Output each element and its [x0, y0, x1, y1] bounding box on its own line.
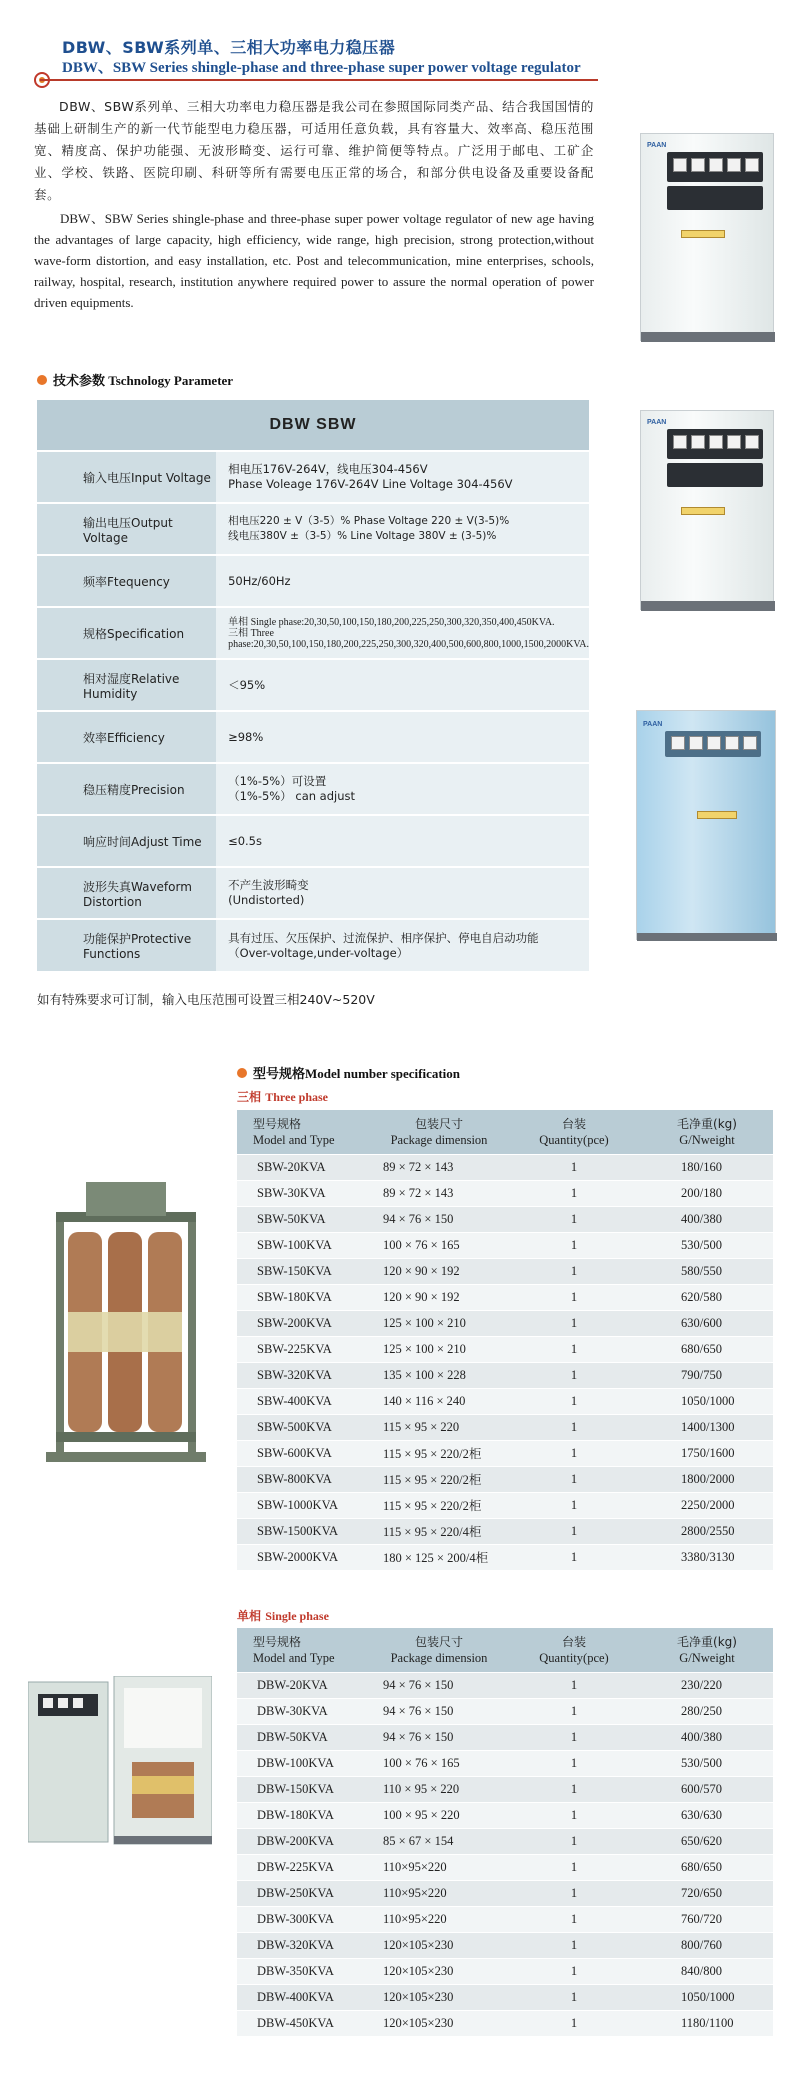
meter-icon — [709, 158, 723, 172]
quantity-cell: 1 — [507, 1932, 641, 1958]
column-header-quantity-zh: 台装 — [561, 1634, 586, 1649]
table-row — [237, 1362, 773, 1388]
meter-icon — [745, 435, 759, 449]
weight-cell: 3380/3130 — [641, 1544, 773, 1570]
model-cell: DBW-20KVA — [237, 1672, 371, 1698]
meter-icon — [743, 736, 757, 750]
three-phase-label-zh: 三相 — [237, 1090, 262, 1104]
model-cell: SBW-600KVA — [237, 1440, 371, 1466]
package-cell: 120×105×230 — [371, 1932, 507, 1958]
section-heading-tech-text: 技术参数 Tschnology Parameter — [53, 373, 234, 388]
model-cell: SBW-50KVA — [237, 1206, 371, 1232]
table-row — [237, 1958, 773, 1984]
section-heading-model-text: 型号规格Model number specification — [253, 1066, 461, 1081]
param-value-line: Phase Voleage 176V-264V Line Voltage 304-456V — [228, 477, 513, 491]
package-cell: 115 × 95 × 220/2柜 — [371, 1440, 507, 1466]
quantity-cell: 1 — [507, 1362, 641, 1388]
param-value-line: 线电压380V ±（3-5）% Line Voltage 380V ± (3-5)% — [228, 530, 497, 542]
param-value — [216, 503, 589, 555]
page-title-en: DBW、SBW Series shingle-phase and three-phase super power voltage regulator — [62, 60, 581, 76]
param-value-line: ≥98% — [228, 729, 264, 744]
weight-cell: 2800/2550 — [641, 1518, 773, 1544]
weight-cell: 680/650 — [641, 1336, 773, 1362]
param-label: 相对湿度Relative Humidity — [37, 659, 216, 711]
quantity-cell: 1 — [507, 1958, 641, 1984]
column-header-package-zh: 包装尺寸 — [414, 1634, 463, 1649]
package-cell: 120×105×230 — [371, 2010, 507, 2036]
table-row — [237, 1750, 773, 1776]
model-cell: SBW-320KVA — [237, 1362, 371, 1388]
table-row — [237, 1828, 773, 1854]
three-phase-table — [237, 1110, 773, 1570]
param-label: 波形失真Waveform Distortion — [37, 867, 216, 919]
table-row — [237, 1776, 773, 1802]
model-cell: SBW-800KVA — [237, 1466, 371, 1492]
switch-panel — [667, 463, 763, 487]
column-header-package-en: Package dimension — [390, 1132, 488, 1147]
table-row — [237, 1180, 773, 1206]
page-title-block — [62, 38, 602, 78]
tech-table-title: DBW SBW — [37, 399, 589, 451]
table-row — [37, 607, 589, 659]
column-header-weight-en: G/Nweight — [679, 1650, 735, 1665]
package-cell: 125 × 100 × 210 — [371, 1336, 507, 1362]
quantity-cell: 1 — [507, 1672, 641, 1698]
table-row — [237, 1880, 773, 1906]
param-value-line: 不产生波形畸变 — [228, 878, 309, 892]
param-value — [216, 451, 589, 503]
param-value — [216, 867, 589, 919]
package-cell: 89 × 72 × 143 — [371, 1154, 507, 1180]
weight-cell: 840/800 — [641, 1958, 773, 1984]
package-cell: 115 × 95 × 220/2柜 — [371, 1492, 507, 1518]
param-value-line: ＜95% — [228, 677, 266, 692]
model-cell: SBW-1000KVA — [237, 1492, 371, 1518]
package-cell: 120 × 90 × 192 — [371, 1284, 507, 1310]
param-value — [216, 607, 589, 659]
column-header-quantity — [507, 1628, 641, 1672]
package-cell: 115 × 95 × 220 — [371, 1414, 507, 1440]
open-cabinet-icon — [28, 1676, 212, 1848]
weight-cell: 1050/1000 — [641, 1984, 773, 2010]
three-phase-label-en: Three phase — [265, 1090, 328, 1104]
package-cell: 100 × 76 × 165 — [371, 1232, 507, 1258]
three-phase-table-body — [237, 1154, 773, 1570]
model-cell: DBW-350KVA — [237, 1958, 371, 1984]
weight-cell: 400/380 — [641, 1206, 773, 1232]
meter-icon — [691, 158, 705, 172]
quantity-cell: 1 — [507, 1440, 641, 1466]
quantity-cell: 1 — [507, 1880, 641, 1906]
param-value-line: 相电压176V-264V，线电压304-456V — [228, 462, 428, 476]
orange-bullet-icon — [37, 375, 47, 385]
param-value — [216, 919, 589, 971]
column-header-package-en: Package dimension — [390, 1650, 488, 1665]
product-image-cabinet-2 — [640, 410, 774, 610]
package-cell: 115 × 95 × 220/4柜 — [371, 1518, 507, 1544]
param-value — [216, 555, 589, 607]
model-cell: DBW-100KVA — [237, 1750, 371, 1776]
single-phase-label — [237, 1607, 329, 1624]
table-row — [237, 1854, 773, 1880]
table-row — [237, 1284, 773, 1310]
column-header-weight-zh: 毛净重(kg) — [677, 1116, 737, 1131]
table-row — [237, 1906, 773, 1932]
product-image-transformer — [46, 1182, 206, 1482]
quantity-cell: 1 — [507, 1258, 641, 1284]
meter-icon — [671, 736, 685, 750]
weight-cell: 400/380 — [641, 1724, 773, 1750]
param-label: 输入电压Input Voltage — [37, 451, 216, 503]
package-cell: 110×95×220 — [371, 1906, 507, 1932]
model-cell: SBW-225KVA — [237, 1336, 371, 1362]
table-row — [237, 1466, 773, 1492]
table-row — [237, 1932, 773, 1958]
table-row — [237, 1518, 773, 1544]
param-value-line: 50Hz/60Hz — [228, 573, 291, 588]
meter-icon — [727, 435, 741, 449]
quantity-cell: 1 — [507, 1544, 641, 1570]
table-row — [37, 659, 589, 711]
package-cell: 115 × 95 × 220/2柜 — [371, 1466, 507, 1492]
quantity-cell: 1 — [507, 1310, 641, 1336]
param-value-line: ≤0.5s — [228, 833, 262, 848]
weight-cell: 790/750 — [641, 1362, 773, 1388]
column-header-quantity-en: Quantity(pce) — [539, 1650, 609, 1665]
weight-cell: 630/600 — [641, 1310, 773, 1336]
model-cell: DBW-200KVA — [237, 1828, 371, 1854]
quantity-cell: 1 — [507, 1698, 641, 1724]
table-row — [237, 1414, 773, 1440]
param-value — [216, 711, 589, 763]
weight-cell: 720/650 — [641, 1880, 773, 1906]
model-cell: DBW-450KVA — [237, 2010, 371, 2036]
table-row — [237, 1672, 773, 1698]
meter-icon — [673, 158, 687, 172]
column-header-model-en: Model and Type — [253, 1132, 335, 1147]
table-row — [237, 1698, 773, 1724]
quantity-cell: 1 — [507, 1776, 641, 1802]
model-cell: SBW-150KVA — [237, 1258, 371, 1284]
table-row — [37, 711, 589, 763]
package-cell: 140 × 116 × 240 — [371, 1388, 507, 1414]
param-value — [216, 659, 589, 711]
brand-logo: PAAN — [643, 721, 663, 728]
column-header-quantity — [507, 1110, 641, 1154]
meter-icon — [725, 736, 739, 750]
table-row — [237, 1388, 773, 1414]
quantity-cell: 1 — [507, 1828, 641, 1854]
table-row — [237, 1154, 773, 1180]
param-value-line: 具有过压、欠压保护、过流保护、相序保护、停电自启动功能 — [228, 930, 539, 945]
quantity-cell: 1 — [507, 1854, 641, 1880]
meter-icon — [745, 158, 759, 172]
table-row — [37, 451, 589, 503]
weight-cell: 580/550 — [641, 1258, 773, 1284]
package-cell: 110 × 95 × 220 — [371, 1776, 507, 1802]
param-value-line: 单相 Single phase:20,30,50,100,150,180,200,225,250,300,320,350,400,450KVA. — [228, 616, 555, 628]
quantity-cell: 1 — [507, 1180, 641, 1206]
model-cell: SBW-1500KVA — [237, 1518, 371, 1544]
package-cell: 100 × 95 × 220 — [371, 1802, 507, 1828]
product-image-open-cabinet — [28, 1676, 212, 1848]
weight-cell: 180/160 — [641, 1154, 773, 1180]
param-label: 频率Ftequency — [37, 555, 216, 607]
model-plate — [681, 507, 725, 515]
table-row — [37, 503, 589, 555]
weight-cell: 280/250 — [641, 1698, 773, 1724]
param-label: 稳压精度Precision — [37, 763, 216, 815]
package-cell: 89 × 72 × 143 — [371, 1180, 507, 1206]
product-image-cabinet-1 — [640, 133, 774, 341]
package-cell: 110×95×220 — [371, 1854, 507, 1880]
orange-bullet-icon — [237, 1068, 247, 1078]
weight-cell: 1750/1600 — [641, 1440, 773, 1466]
cabinet-base — [641, 332, 775, 342]
model-cell: DBW-320KVA — [237, 1932, 371, 1958]
table-row — [37, 555, 589, 607]
meter-icon — [707, 736, 721, 750]
model-plate — [697, 811, 737, 819]
weight-cell: 2250/2000 — [641, 1492, 773, 1518]
package-cell: 85 × 67 × 154 — [371, 1828, 507, 1854]
table-row — [237, 1984, 773, 2010]
model-cell: DBW-180KVA — [237, 1802, 371, 1828]
three-phase-label — [237, 1088, 328, 1105]
table-row — [37, 815, 589, 867]
model-cell: SBW-400KVA — [237, 1388, 371, 1414]
column-header-model — [237, 1110, 371, 1154]
model-cell: SBW-20KVA — [237, 1154, 371, 1180]
column-header-package-zh: 包装尺寸 — [414, 1116, 463, 1131]
package-cell: 120 × 90 × 192 — [371, 1258, 507, 1284]
intro-text — [34, 96, 594, 313]
column-header-weight — [641, 1110, 773, 1154]
param-label: 规格Specification — [37, 607, 216, 659]
quantity-cell: 1 — [507, 1518, 641, 1544]
param-value-line: 相电压220 ± V（3-5）% Phase Voltage 220 ± V(3-5)% — [228, 515, 510, 527]
package-cell: 135 × 100 × 228 — [371, 1362, 507, 1388]
quantity-cell: 1 — [507, 1336, 641, 1362]
model-cell: DBW-30KVA — [237, 1698, 371, 1724]
weight-cell: 1180/1100 — [641, 2010, 773, 2036]
quantity-cell: 1 — [507, 1466, 641, 1492]
brand-logo: PAAN — [647, 142, 667, 149]
package-cell: 94 × 76 × 150 — [371, 1698, 507, 1724]
weight-cell: 650/620 — [641, 1828, 773, 1854]
weight-cell: 600/570 — [641, 1776, 773, 1802]
package-cell: 110×95×220 — [371, 1880, 507, 1906]
table-row — [237, 1544, 773, 1570]
quantity-cell: 1 — [507, 1724, 641, 1750]
param-label: 输出电压Output Voltage — [37, 503, 216, 555]
model-cell: SBW-30KVA — [237, 1180, 371, 1206]
column-header-package — [371, 1110, 507, 1154]
single-phase-label-zh: 单相 — [237, 1609, 262, 1623]
table-row — [237, 1206, 773, 1232]
tech-parameter-table — [37, 398, 589, 971]
cabinet-base — [641, 601, 775, 611]
param-value-line: 三相 Three phase:20,30,50,100,150,180,200,225,250,300,320,400,500,600,800,1000,1500,2000KVA. — [228, 627, 590, 650]
column-header-model — [237, 1628, 371, 1672]
table-row — [237, 2010, 773, 2036]
weight-cell: 680/650 — [641, 1854, 773, 1880]
quantity-cell: 1 — [507, 2010, 641, 2036]
param-value-line: （1%-5%）可设置 — [228, 774, 327, 788]
weight-cell: 230/220 — [641, 1672, 773, 1698]
weight-cell: 530/500 — [641, 1232, 773, 1258]
package-cell: 120×105×230 — [371, 1984, 507, 2010]
model-cell: DBW-50KVA — [237, 1724, 371, 1750]
quantity-cell: 1 — [507, 1154, 641, 1180]
param-value-line: （1%-5%） can adjust — [228, 789, 356, 803]
model-cell: SBW-200KVA — [237, 1310, 371, 1336]
meter-icon — [727, 158, 741, 172]
param-label: 功能保护Protective Functions — [37, 919, 216, 971]
package-cell: 180 × 125 × 200/4柜 — [371, 1544, 507, 1570]
column-header-weight — [641, 1628, 773, 1672]
model-cell: DBW-300KVA — [237, 1906, 371, 1932]
param-value-line: (Undistorted) — [228, 893, 305, 907]
package-cell: 94 × 76 × 150 — [371, 1672, 507, 1698]
model-cell: SBW-180KVA — [237, 1284, 371, 1310]
table-row — [237, 1440, 773, 1466]
param-label: 响应时间Adjust Time — [37, 815, 216, 867]
weight-cell: 620/580 — [641, 1284, 773, 1310]
param-label: 效率Efficiency — [37, 711, 216, 763]
quantity-cell: 1 — [507, 1984, 641, 2010]
package-cell: 100 × 76 × 165 — [371, 1750, 507, 1776]
weight-cell: 1400/1300 — [641, 1414, 773, 1440]
brand-logo: PAAN — [647, 419, 667, 426]
column-header-quantity-en: Quantity(pce) — [539, 1132, 609, 1147]
intro-paragraph-en: DBW、SBW Series shingle-phase and three-phase super power voltage regulator of new age having the advantages of large capacity, high efficiency, wide range, high precision, strong protection,without wave-form distortion, and easy installation, etc. Post and telecommunication, mine enterprises, schools, railway, hospital, research, institution anywhere required power to assure the normal operation of power driven equipments. — [34, 211, 594, 310]
weight-cell: 200/180 — [641, 1180, 773, 1206]
package-cell: 120×105×230 — [371, 1958, 507, 1984]
quantity-cell: 1 — [507, 1388, 641, 1414]
title-divider — [40, 79, 598, 81]
quantity-cell: 1 — [507, 1492, 641, 1518]
section-heading-model — [237, 1063, 460, 1082]
param-value — [216, 815, 589, 867]
param-value-line: （Over-voltage,under-voltage） — [228, 945, 409, 960]
quantity-cell: 1 — [507, 1906, 641, 1932]
model-cell: SBW-500KVA — [237, 1414, 371, 1440]
column-header-package — [371, 1628, 507, 1672]
model-cell: SBW-2000KVA — [237, 1544, 371, 1570]
param-value — [216, 763, 589, 815]
column-header-model-en: Model and Type — [253, 1650, 335, 1665]
weight-cell: 1800/2000 — [641, 1466, 773, 1492]
table-row — [237, 1310, 773, 1336]
switch-panel — [667, 186, 763, 210]
table-row — [237, 1258, 773, 1284]
table-row — [37, 763, 589, 815]
table-row — [237, 1336, 773, 1362]
single-phase-table-body — [237, 1672, 773, 2036]
column-header-model-zh: 型号规格 — [253, 1116, 302, 1131]
transformer-icon — [46, 1182, 206, 1482]
column-header-weight-zh: 毛净重(kg) — [677, 1634, 737, 1649]
cabinet-base — [637, 933, 777, 941]
single-phase-label-en: Single phase — [265, 1609, 329, 1623]
model-plate — [681, 230, 725, 238]
table-row — [37, 919, 589, 971]
weight-cell: 800/760 — [641, 1932, 773, 1958]
table-row — [237, 1802, 773, 1828]
package-cell: 125 × 100 × 210 — [371, 1310, 507, 1336]
meter-icon — [709, 435, 723, 449]
meter-icon — [689, 736, 703, 750]
table-row — [237, 1724, 773, 1750]
model-cell: SBW-100KVA — [237, 1232, 371, 1258]
table-row — [237, 1492, 773, 1518]
table-row — [37, 867, 589, 919]
column-header-weight-en: G/Nweight — [679, 1132, 735, 1147]
weight-cell: 530/500 — [641, 1750, 773, 1776]
quantity-cell: 1 — [507, 1414, 641, 1440]
column-header-quantity-zh: 台装 — [561, 1116, 586, 1131]
single-phase-table — [237, 1628, 773, 2036]
model-cell: DBW-400KVA — [237, 1984, 371, 2010]
quantity-cell: 1 — [507, 1802, 641, 1828]
custom-order-note: 如有特殊要求可订制，输入电压范围可设置三相240V~520V — [37, 992, 375, 1007]
model-cell: DBW-250KVA — [237, 1880, 371, 1906]
weight-cell: 1050/1000 — [641, 1388, 773, 1414]
quantity-cell: 1 — [507, 1750, 641, 1776]
page-title-zh: DBW、SBW系列单、三相大功率电力稳压器 — [62, 38, 396, 57]
quantity-cell: 1 — [507, 1232, 641, 1258]
quantity-cell: 1 — [507, 1206, 641, 1232]
weight-cell: 760/720 — [641, 1906, 773, 1932]
table-row — [237, 1232, 773, 1258]
product-image-cabinet-3 — [636, 710, 776, 940]
package-cell: 94 × 76 × 150 — [371, 1724, 507, 1750]
package-cell: 94 × 76 × 150 — [371, 1206, 507, 1232]
section-heading-tech — [37, 370, 233, 389]
intro-paragraph-zh: DBW、SBW系列单、三相大功率电力稳压器是我公司在参照国际同类产品、结合我国国情的基础上研制生产的新一代节能型电力稳压器，可适用任意负载，具有容量大、效率高、稳压范围宽、精度高、保护功能强、无波形畸变、运行可靠、维护简便等特点。广泛用于邮电、工矿企业、学校、铁路、医院印刷、科研等所有需要电压正常的场合，和部分供电设备及重要设备配套。 — [34, 99, 594, 202]
model-cell: DBW-150KVA — [237, 1776, 371, 1802]
model-cell: DBW-225KVA — [237, 1854, 371, 1880]
quantity-cell: 1 — [507, 1284, 641, 1310]
column-header-model-zh: 型号规格 — [253, 1634, 302, 1649]
meter-icon — [673, 435, 687, 449]
weight-cell: 630/630 — [641, 1802, 773, 1828]
meter-icon — [691, 435, 705, 449]
